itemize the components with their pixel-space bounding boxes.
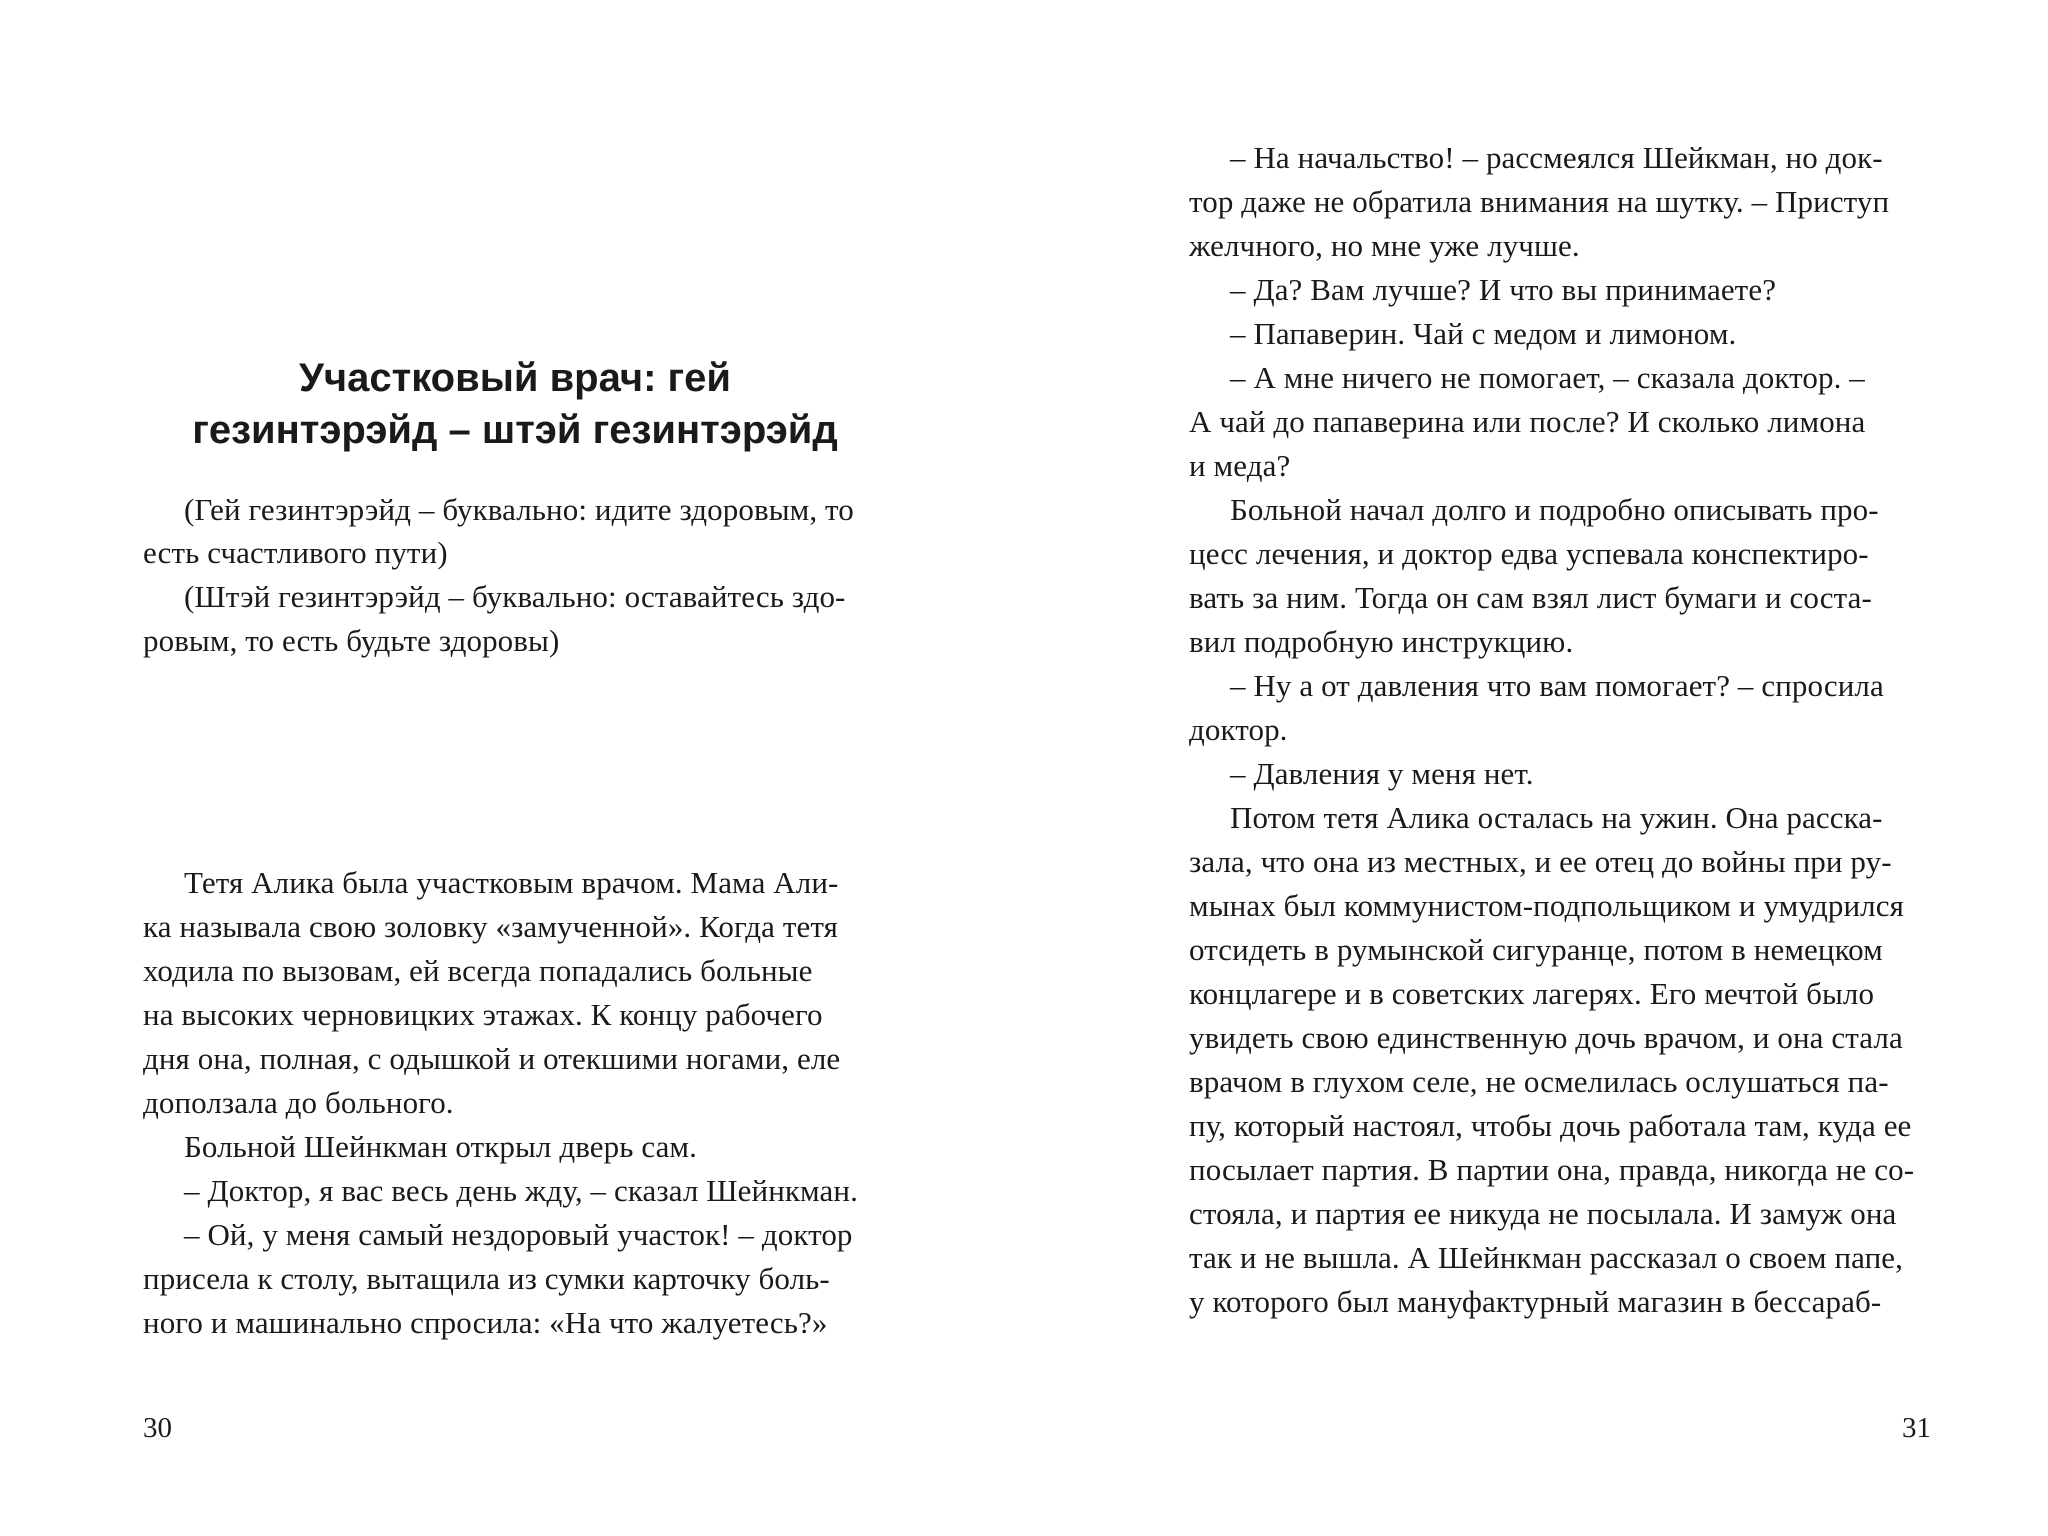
body-line: вать за ним. Тогда он сам взял лист бумаги и соста- xyxy=(1189,580,1872,615)
right-page xyxy=(1024,0,2048,1536)
body-line: – Давления у меня нет. xyxy=(1230,756,1534,791)
body-line: – Ой, у меня самый нездоровый участок! – доктор xyxy=(184,1217,853,1252)
body-line: присела к столу, вытащила из сумки карточку боль- xyxy=(143,1261,830,1296)
body-line: Потом тетя Алика осталась на ужин. Она расска- xyxy=(1230,800,1883,835)
body-line: доктор. xyxy=(1189,712,1288,747)
body-line: – Ну а от давления что вам помогает? – спросила xyxy=(1230,668,1884,703)
body-line: так и не вышла. А Шейнкман рассказал о своем папе, xyxy=(1189,1240,1904,1275)
body-line: ходила по вызовам, ей всегда попадались больные xyxy=(143,953,813,988)
body-line: врачом в глухом селе, не осмелилась ослушаться па- xyxy=(1189,1064,1889,1099)
body-line: тор даже не обратила внимания на шутку. – Приступ xyxy=(1189,184,1890,219)
body-line: А чай до папаверина или после? И сколько лимона xyxy=(1189,404,1866,439)
epigraph-line: (Штэй гезинтэрэйд – буквально: оставайтесь здо- xyxy=(184,579,846,614)
body-line: желчного, но мне уже лучше. xyxy=(1189,228,1580,263)
chapter-title-line-1: Участковый врач: гей xyxy=(299,356,731,400)
body-line: цесс лечения, и доктор едва успевала конспектиро- xyxy=(1189,536,1869,571)
body-line: – На начальство! – рассмеялся Шейкман, но док- xyxy=(1230,140,1883,175)
body-line: и меда? xyxy=(1189,448,1291,483)
body-line: на высоких черновицких этажах. К концу рабочего xyxy=(143,997,823,1032)
chapter-title-line-2: гезинтэрэйд – штэй гезинтэрэйд xyxy=(192,408,838,452)
body-line: концлагере и в советских лагерях. Его мечтой было xyxy=(1189,976,1875,1011)
body-line: – Доктор, я вас весь день жду, – сказал Шейнкман. xyxy=(184,1173,858,1208)
epigraph-line: ровым, то есть будьте здоровы) xyxy=(143,623,560,658)
body-line: ка называла свою золовку «замученной». Когда тетя xyxy=(143,909,838,944)
body-line: отсидеть в румынской сигуранце, потом в немецком xyxy=(1189,932,1883,967)
epigraph-line: (Гей гезинтэрэйд – буквально: идите здоровым, то xyxy=(184,492,854,527)
body-line: стояла, и партия ее никуда не посылала. И замуж она xyxy=(1189,1196,1897,1231)
body-line: доползала до больного. xyxy=(143,1085,454,1120)
body-line: – Да? Вам лучше? И что вы принимаете? xyxy=(1230,272,1777,307)
body-line: мынах был коммунистом-подпольщиком и умудрился xyxy=(1189,888,1904,923)
body-line: Больной начал долго и подробно описывать про- xyxy=(1230,492,1879,527)
page-number: 31 xyxy=(1902,1412,1931,1444)
body-line: Больной Шейнкман открыл дверь сам. xyxy=(184,1129,697,1164)
body-line: зала, что она из местных, и ее отец до войны при ру- xyxy=(1189,844,1892,879)
body-line: вил подробную инструкцию. xyxy=(1189,624,1574,659)
body-line: увидеть свою единственную дочь врачом, и она стала xyxy=(1189,1020,1903,1055)
body-line: пу, который настоял, чтобы дочь работала там, куда ее xyxy=(1189,1108,1912,1143)
epigraph-line: есть счастливого пути) xyxy=(143,535,448,570)
body-line: дня она, полная, с одышкой и отекшими ногами, еле xyxy=(143,1041,841,1076)
body-line: ного и машинально спросила: «На что жалуетесь?» xyxy=(143,1305,828,1340)
body-line: посылает партия. В партии она, правда, никогда не со- xyxy=(1189,1152,1915,1187)
page-number: 30 xyxy=(143,1412,172,1444)
body-line: Тетя Алика была участковым врачом. Мама Али- xyxy=(184,865,839,900)
body-line: – А мне ничего не помогает, – сказала доктор. – xyxy=(1230,360,1865,395)
body-line: – Папаверин. Чай с медом и лимоном. xyxy=(1230,316,1737,351)
body-line: у которого был мануфактурный магазин в бессараб- xyxy=(1189,1284,1882,1319)
